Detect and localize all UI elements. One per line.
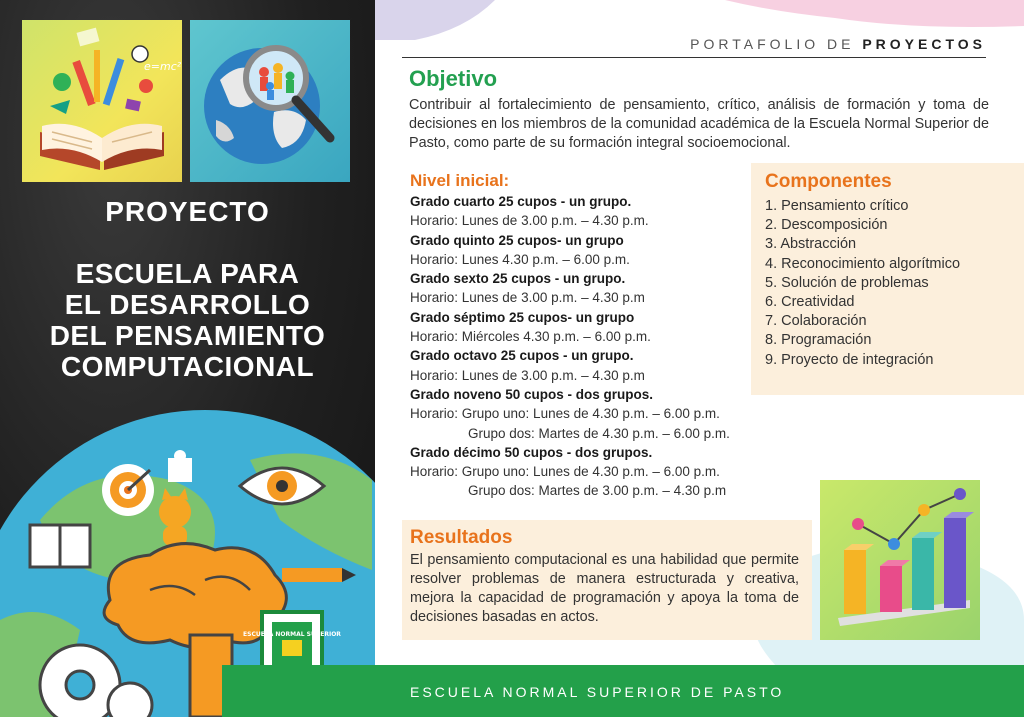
nivel-inicial-title: Nivel inicial: (410, 171, 510, 190)
componente-item: 9. Proyecto de integración (765, 351, 934, 368)
grado-horario: Horario: Grupo uno: Lunes de 4.30 p.m. – 6.00 p.m. (410, 464, 720, 480)
bar-chart-illustration (820, 480, 980, 640)
project-title-line: COMPUTACIONAL (60, 351, 315, 382)
grado-horario: Horario: Miércoles 4.30 p.m. – 6.00 p.m. (410, 329, 651, 345)
globe-illustration (190, 20, 350, 182)
school-supplies-image (22, 20, 182, 182)
grado-heading: Grado octavo 25 cupos - un grupo. (410, 348, 634, 364)
componente-item: 1. Pensamiento crítico (765, 198, 909, 214)
pencil-icon (282, 568, 356, 582)
grado-heading: Grado quinto 25 cupos- un grupo (410, 232, 624, 248)
resultados-text: El pensamiento computacional es una habilidad que permite resolver problemas de manera estructurada y creativa, mejora la capacidad de programación y apoya la toma de decisiones basadas en actos. (410, 552, 799, 625)
componentes-box (751, 163, 1024, 395)
componente-item: 6. Creatividad (765, 294, 855, 311)
project-title-line: DEL PENSAMIENTO (49, 320, 326, 351)
grado-horario: Horario: Lunes de 3.00 p.m. – 4.30 p.m (410, 290, 645, 306)
resultados-box (402, 520, 812, 640)
book-icon (30, 525, 90, 567)
grado-horario: Horario: Grupo uno: Lunes de 4.30 p.m. – 6.00 p.m. (410, 406, 720, 422)
project-title (0, 258, 375, 382)
globe-magnifier-image (190, 20, 350, 182)
grado-heading: Grado noveno 50 cupos - dos grupos. (410, 386, 654, 402)
book-illustration (22, 20, 182, 182)
cat-mascot-icon (159, 488, 191, 546)
grados-list (410, 192, 750, 501)
grado-heading: Grado cuarto 25 cupos - un grupo. (410, 194, 632, 209)
portfolio-header (690, 36, 986, 52)
componente-item: 4. Reconocimiento algorítmico (765, 255, 961, 272)
lightbulb-icon (102, 464, 154, 516)
top-decoration (375, 0, 1024, 40)
componentes-list (765, 197, 1024, 370)
grado-horario-group2: Grupo dos: Martes de 3.00 p.m. – 4.30 p.m (468, 483, 727, 499)
componente-item: 5. Solución de problemas (765, 274, 929, 291)
project-title-line: ESCUELA PARA (75, 258, 300, 289)
componente-item: 7. Colaboración (765, 313, 867, 330)
formula-text: e=mc² (144, 60, 182, 73)
growth-chart-image (820, 480, 980, 640)
componentes-title: Componentes (765, 171, 892, 192)
grado-heading: Grado sexto 25 cupos - un grupo. (410, 271, 626, 287)
header-bold: PROYECTOS (862, 36, 986, 52)
left-panel (0, 0, 375, 717)
grado-heading: Grado séptimo 25 cupos- un grupo (410, 309, 635, 325)
header-divider (402, 57, 986, 58)
header-prefix: PORTAFOLIO DE (690, 36, 855, 52)
objetivo-text: Contribuir al fortalecimiento de pensamiento, crítico, análisis de formación y toma de decisiones en los miembros de la comunidad académica de la Escuela Normal Superior de Pasto, como parte de su formación integral socioemocional. (409, 97, 989, 151)
componente-item: 3. Abstracción (765, 236, 857, 253)
componente-item: 2. Descomposición (765, 217, 888, 234)
project-label: PROYECTO (105, 196, 270, 227)
project-title-line: EL DESARROLLO (64, 289, 311, 320)
badge-text: ESCUELA NORMAL SUPERIOR (243, 631, 341, 638)
grado-heading: Grado décimo 50 cupos - dos grupos. (410, 444, 653, 460)
footer-text: ESCUELA NORMAL SUPERIOR DE PASTO (410, 684, 785, 700)
componente-item: 8. Programación (765, 332, 872, 349)
grado-horario: Horario: Lunes de 3.00 p.m. – 4.30 p.m (410, 367, 645, 383)
grado-horario: Horario: Lunes de 3.00 p.m. – 4.30 p.m. (410, 213, 649, 229)
objetivo-title: Objetivo (409, 66, 498, 91)
grado-horario: Horario: Lunes 4.30 p.m. – 6.00 p.m. (410, 251, 630, 267)
grado-horario-group2: Grupo dos: Martes de 4.30 p.m. – 6.00 p.m. (468, 425, 730, 441)
resultados-title: Resultados (410, 527, 513, 548)
